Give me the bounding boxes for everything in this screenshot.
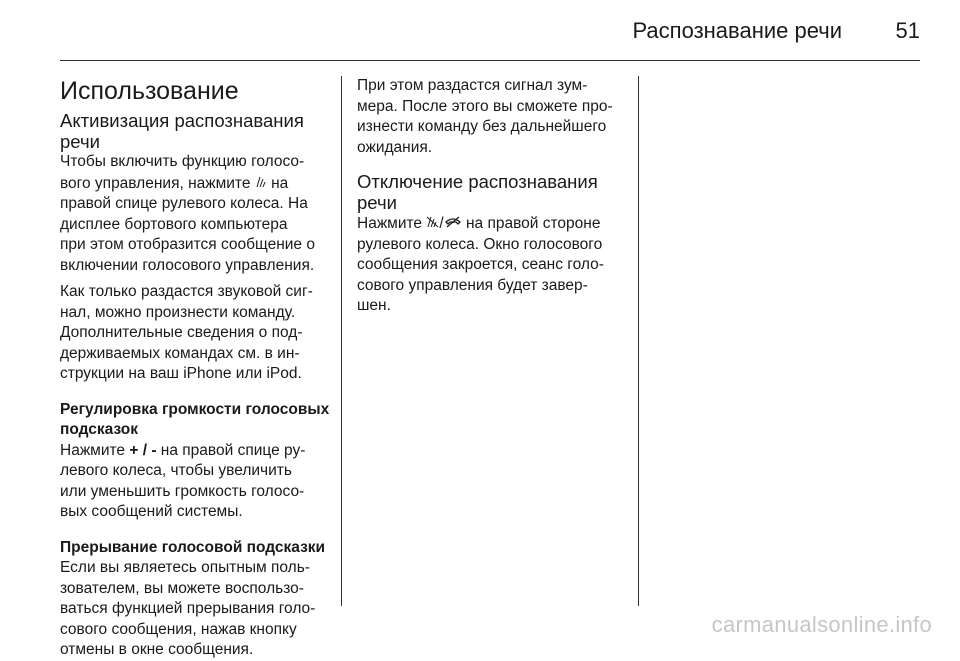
header-rule — [60, 60, 920, 61]
voice-off-icon — [426, 215, 439, 231]
activation-paragraph: Чтобы включить функцию голосо- вого управления, нажмите на правой спице рулевого колеса. На дисплее бортового компьютера при этом отобразится сообщение о включении голосового управления. — [60, 153, 315, 274]
page-number: 51 — [895, 18, 920, 43]
deactivation-heading: Отключение распознавания речи — [357, 171, 598, 213]
interrupt-paragraph: Если вы являетесь опытным поль- зователем, вы можете воспользо- ваться функцией прерывания голо- сового сообщения, нажав кнопку отмены в окне сообщения. — [60, 559, 316, 658]
column-divider-right — [638, 76, 639, 606]
speech-recognition-icon — [255, 175, 267, 191]
left-column — [60, 76, 338, 661]
column-divider-left — [341, 76, 342, 606]
hang-up-icon — [444, 215, 462, 231]
interrupt-heading: Прерывание голосовой подсказки — [60, 538, 326, 556]
activation-heading: Активизация распознавания речи — [60, 110, 304, 152]
section-title: Использование — [60, 77, 239, 105]
watermark: carmanualsonline.info — [711, 612, 932, 637]
volume-paragraph: Нажмите + / - на правой спице ру- левого колеса, чтобы увеличить или уменьшить громкость голосо- вых сообщений системы. — [60, 441, 306, 520]
activation-paragraph-2: Как только раздастся звуковой сиг- нал, можно произнести команду. Дополнительные сведения о под- держиваемых командах см. в ин- струкции на ваш iPhone или iPod. — [60, 283, 313, 382]
deactivation-paragraph: Нажмите / на правой стороне рулевого колеса. Окно голосового сообщения закроется, сеанс голо- сового управления будет завер- шен. — [357, 215, 604, 314]
header-title: Распознавание речи — [632, 18, 842, 43]
volume-heading: Регулировка громкости голосовых подсказок — [60, 400, 330, 438]
continuation-paragraph: При этом раздастся сигнал зум- мера. После этого вы сможете про- изнести команду без дальнейшего ожидания. — [357, 77, 613, 156]
right-column — [357, 76, 632, 317]
volume-button-label: + / - — [129, 441, 157, 459]
